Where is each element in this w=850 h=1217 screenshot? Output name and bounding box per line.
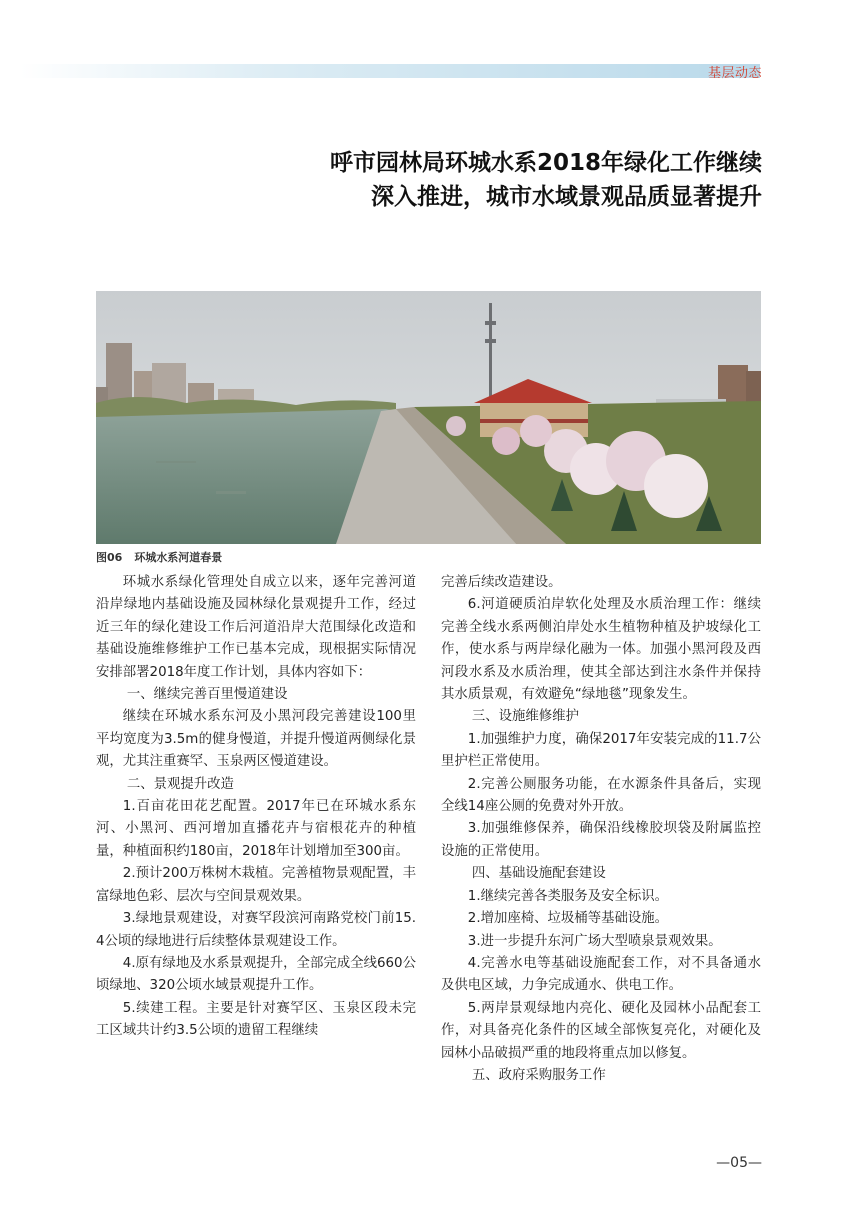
- section-heading: 一、继续完善百里慢道建设: [126, 687, 288, 703]
- paragraph: 3.绿地景观建设，对赛罕段滨河南路党校门前15.4公顷的绿地进行后续整体景观建设工作。: [96, 911, 416, 949]
- paragraph: 3.加强维修保养，确保沿线橡胶坝袋及附属监控设施的正常使用。: [441, 821, 761, 859]
- body-column-left: [96, 572, 416, 1043]
- paragraph: 4.完善水电等基础设施配套工作，对不具备通水及供电区域，力争完成通水、供电工作。: [441, 955, 761, 994]
- paragraph: 完善后续改造建设。: [441, 575, 562, 590]
- section-heading: 二、景观提升改造: [126, 776, 234, 792]
- header-band: [20, 64, 760, 78]
- title-line-2: 深入推进，城市水域景观品质显著提升: [371, 184, 762, 210]
- section-heading: 三、设施维修维护: [471, 709, 579, 725]
- paragraph: 1.加强维护力度，确保2017年安装完成的11.7公里护栏正常使用。: [441, 731, 761, 770]
- paragraph: 3.进一步提升东河广场大型喷泉景观效果。: [467, 933, 722, 949]
- paragraph: 1.百亩花田花艺配置。2017年已在环城水系东河、小黑河、西河增加直播花卉与宿根花卉的种植量，种植面积约180亩，2018年计划增加至300亩。: [96, 799, 416, 859]
- figure-caption: [96, 549, 222, 565]
- paragraph: 1.继续完善各类服务及安全标识。: [467, 888, 669, 904]
- paragraph: 2.完善公厕服务功能，在水源条件具备后，实现全线14座公厕的免费对外开放。: [441, 776, 761, 815]
- river-spring-photo: [96, 291, 761, 544]
- paragraph: 2.预计200万株树木栽植。完善植物景观配置，丰富绿地色彩、层次与空间景观效果。: [96, 866, 416, 904]
- paragraph: 环城水系绿化管理处自成立以来，逐年完善河道沿岸绿地内基础设施及园林绿化景观提升工作，经过近三年的绿化建设工作后河道沿岸大范围绿化改造和基础设施维修维护工作已基本完成，现根据实际情况安排部署2018年度工作计划，具体内容如下：: [96, 575, 416, 680]
- paragraph: 继续在环城水系东河及小黑河段完善建设100里平均宽度为3.5m的健身慢道，并提升慢道两侧绿化景观，尤其注重赛罕、玉泉两区慢道建设。: [96, 709, 416, 770]
- paragraph: 5.续建工程。主要是针对赛罕区、玉泉区段未完工区域共计约3.5公顷的遗留工程继续: [96, 1000, 416, 1039]
- paragraph: 2.增加座椅、垃圾桶等基础设施。: [467, 911, 669, 927]
- paragraph: 6.河道硬质泊岸软化处理及水质治理工作：继续完善全线水系两侧泊岸处水生植物种植及护坡绿化工作，使水系与两岸绿化融为一体。加强小黑河段及西河段水系及水质治理，使其全部达到注水条件并保持其水质景观，有效避免“绿地毯”现象发生。: [441, 597, 761, 703]
- page-number: —05—: [716, 1155, 762, 1171]
- paragraph: 4.原有绿地及水系景观提升，全部完成全线660公顷绿地、320公顷水域景观提升工作。: [96, 955, 416, 994]
- title-line-1: 呼市园林局环城水系2018年绿化工作继续: [329, 150, 762, 176]
- section-heading: 五、政府采购服务工作: [471, 1067, 606, 1083]
- body-column-right: [441, 572, 761, 1087]
- figure-caption-text: 环城水系河道春景: [134, 551, 223, 564]
- figure-number: 图06: [96, 551, 123, 564]
- paragraph: 5.两岸景观绿地内亮化、硬化及园林小品配套工作，对具备亮化条件的区域全部恢复亮化，对硬化及园林小品破损严重的地段将重点加以修复。: [441, 1000, 761, 1061]
- section-tag: 基层动态: [707, 66, 762, 81]
- section-heading: 四、基础设施配套建设: [471, 866, 606, 882]
- article-title: [162, 146, 762, 214]
